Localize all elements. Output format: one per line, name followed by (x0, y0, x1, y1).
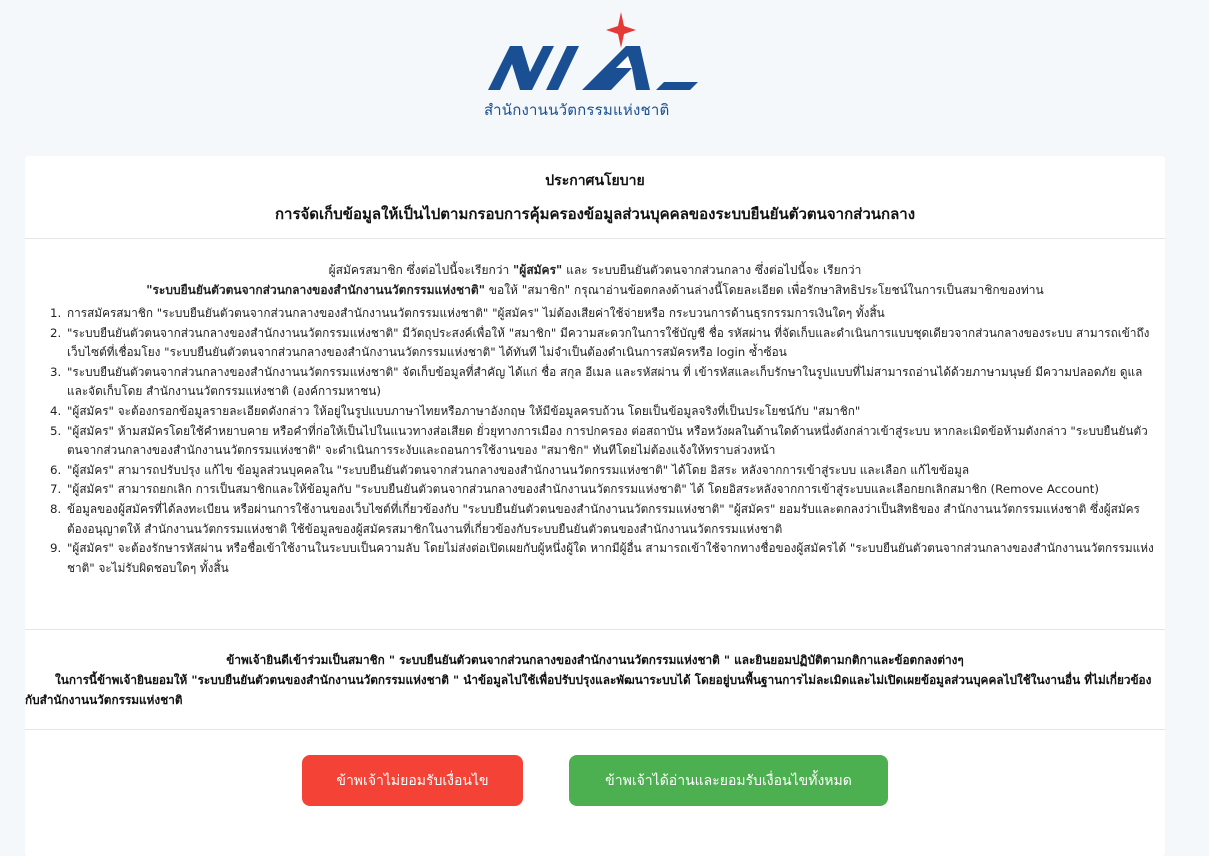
term-item: 1. การสมัครสมาชิก "ระบบยืนยันตัวตนจากส่วนกลางของสำนักงานนวัตกรรมแห่งชาติ" "ผู้สมัคร" ไม่ต้องเสียค่าใช้จ่ายหรือ กระบวนการด้านธุรกรรมการเงินใดๆ ทั้งสิ้น (65, 304, 1155, 324)
logo-area (0, 0, 1209, 156)
logo-thai-text: สำนักงานนวัตกรรมแห่งชาติ (484, 101, 670, 119)
policy-header (25, 156, 1165, 239)
intro-bold: "ผู้สมัคร" (513, 263, 563, 277)
policy-intro (35, 239, 1155, 300)
acceptance-line1: ข้าพเจ้ายินดีเข้าร่วมเป็นสมาชิก " ระบบยืนยันตัวตนจากส่วนกลางของสำนักงานนวัตกรรมแห่งชาติ " และยินยอมปฏิบัติตามกติกาและข้อตกลงต่างๆ (226, 653, 964, 667)
term-item: 7. "ผู้สมัคร" สามารถยกเลิก การเป็นสมาชิกและให้ข้อมูลกับ "ระบบยืนยันตัวตนจากส่วนกลางของสำนักงานนวัตกรรมแห่งชาติ" ได้ โดยอิสระหลังจากการเข้าสู่ระบบและเลือกยกเลิกสมาชิก (Remove Account) (65, 480, 1155, 500)
term-item: 8. ข้อมูลของผู้สมัครที่ได้ลงทะเบียน หรือผ่านการใช้งานของเว็บไซต์ที่เกี่ยวข้องกับ "ระบบยืนยันตัวตนของสำนักงานนวัตกรรมแห่งชาติ" "ผู้สมัคร" ยอมรับและตกลงว่าเป็นสิทธิของ สำนักงานนวัตกรรมแห่งชาติ ซึ่งผู้สมัครต้องอนุญาตให้ สำนักงานนวัตกรรมแห่งชาติ ใช้ข้อมูลของผู้สมัครสมาชิกในงานที่เกี่ยวข้องกับระบบยืนยันตัวตนของสำนักงานนวัตกรรมแห่งชาติ (65, 500, 1155, 539)
acceptance-line2: ในการนี้ข้าพเจ้ายินยอมให้ "ระบบยืนยันตัวตนของสำนักงานนวัตกรรมแห่งชาติ " นำข้อมูลไปใช้เพื่อปรับปรุงและพัฒนาระบบได้ โดยอยู่บนพื้นฐานการไม่ละเมิดและไม่เปิดเผยข้อมูลส่วนบุคคลไปใช้ในงานอื่น ที่ไม่เกี่ยวข้องกับสำนักงานนวัตกรรมแห่งชาติ (25, 673, 1152, 707)
intro-text: ผู้สมัครสมาชิก ซึ่งต่อไปนี้จะเรียกว่า (328, 263, 514, 277)
term-item: 9. "ผู้สมัคร" จะต้องรักษารหัสผ่าน หรือชื่อเข้าใช้งานในระบบเป็นความลับ โดยไม่ส่งต่อเปิดเผยกับผู้หนึ่งผู้ใด หากมีผู้อื่น สามารถเข้าใช้จากทางชื่อของผู้สมัครได้ "ระบบยืนยันตัวตนจากส่วนกลางของสำนักงานนวัตกรรมแห่งชาติ" จะไม่รับผิดชอบใดๆ ทั้งสิ้น (65, 539, 1155, 578)
terms-list (35, 304, 1155, 578)
term-item: 2. "ระบบยืนยันตัวตนจากส่วนกลางของสำนักงานนวัตกรรมแห่งชาติ" มีวัตถุประสงค์เพื่อให้ "สมาชิก" มีความสะดวกในการใช้บัญชี ชื่อ รหัสผ่าน ที่จัดเก็บและดำเนินการแบบชุดเดียวจากส่วนกลางของระบบ สามารถเข้าถึงเว็บไซต์ที่เชื่อมโยง "ระบบยืนยันตัวตนจากส่วนกลางของสำนักงานนวัตกรรมแห่งชาติ" ได้ทันที ไม่จำเป็นต้องดำเนินการสมัครหรือ login ซ้ำซ้อน (65, 324, 1155, 363)
term-item: 6. "ผู้สมัคร" สามารถปรับปรุง แก้ไข ข้อมูลส่วนบุคคลใน "ระบบยืนยันตัวตนจากส่วนกลางของสำนักงานนวัตกรรมแห่งชาติ" ได้โดย อิสระ หลังจากการเข้าสู่ระบบ และเลือก แก้ไขข้อมูล (65, 461, 1155, 481)
decline-button[interactable]: ข้าพเจ้าไม่ยอมรับเงื่อนไข (302, 755, 523, 806)
policy-title: ประกาศนโยบาย (545, 173, 645, 189)
acceptance-statement (25, 630, 1165, 730)
term-item: 3. "ระบบยืนยันตัวตนจากส่วนกลางของสำนักงานนวัตกรรมแห่งชาติ" จัดเก็บข้อมูลที่สำคัญ ได้แก่ ชื่อ สกุล อีเมล และรหัสผ่าน ที่ เข้ารหัสและเก็บรักษาในรูปแบบที่ไม่สามารถอ่านได้ด้วยภาษามนุษย์ มีความปลอดภัย ดูแลและจัดเก็บโดย สำนักงานนวัตกรรมแห่งชาติ (องค์การมหาชน) (65, 363, 1155, 402)
term-item: 5. "ผู้สมัคร" ห้ามสมัครโดยใช้คำหยาบคาย หรือคำที่ก่อให้เป็นไปในแนวทางส่อเสียด ยั่วยุทางการเมือง การปกครอง ต่อสถาบัน หรือหวังผลในด้านใดด้านหนึ่งดังกล่าวเข้าสู่ระบบ หากละเมิดข้อห้ามดังกล่าว "ระบบยืนยันตัวตนจากส่วนกลางของสำนักงานนวัตกรรมแห่งชาติ" จะดำเนินการระงับและถอนการใช้งานของ "สมาชิก" ทันทีโดยไม่ต้องแจ้งให้ทราบล่วงหน้า (65, 422, 1155, 461)
term-item: 4. "ผู้สมัคร" จะต้องกรอกข้อมูลรายละเอียดดังกล่าว ให้อยู่ในรูปแบบภาษาไทยหรือภาษาอังกฤษ ให้มีข้อมูลครบถ้วน โดยเป็นข้อมูลจริงที่เป็นประโยชน์กับ "สมาชิก" (65, 402, 1155, 422)
intro-text: และ ระบบยืนยันตัวตนจากส่วนกลาง ซึ่งต่อไปนี้จะ เรียกว่า (562, 263, 862, 277)
nia-logo-icon (470, 10, 720, 102)
intro-bold: "ระบบยืนยันตัวตนจากส่วนกลางของสำนักงานนวัตกรรมแห่งชาติ" (146, 283, 485, 297)
policy-body (25, 239, 1165, 630)
policy-card (25, 156, 1165, 856)
button-row (25, 730, 1165, 830)
intro-text: ขอให้ "สมาชิก" กรุณาอ่านข้อตกลงด้านล่างนี้โดยละเอียด เพื่อรักษาสิทธิประโยชน์ในการเป็นสมาชิกของท่าน (484, 283, 1044, 297)
accept-button[interactable]: ข้าพเจ้าได้อ่านและยอมรับเงื่อนไขทั้งหมด (569, 755, 888, 806)
policy-subtitle: การจัดเก็บข้อมูลให้เป็นไปตามกรอบการคุ้มครองข้อมูลส่วนบุคคลของระบบยืนยันตัวตนจากส่วนกลาง (274, 205, 916, 223)
